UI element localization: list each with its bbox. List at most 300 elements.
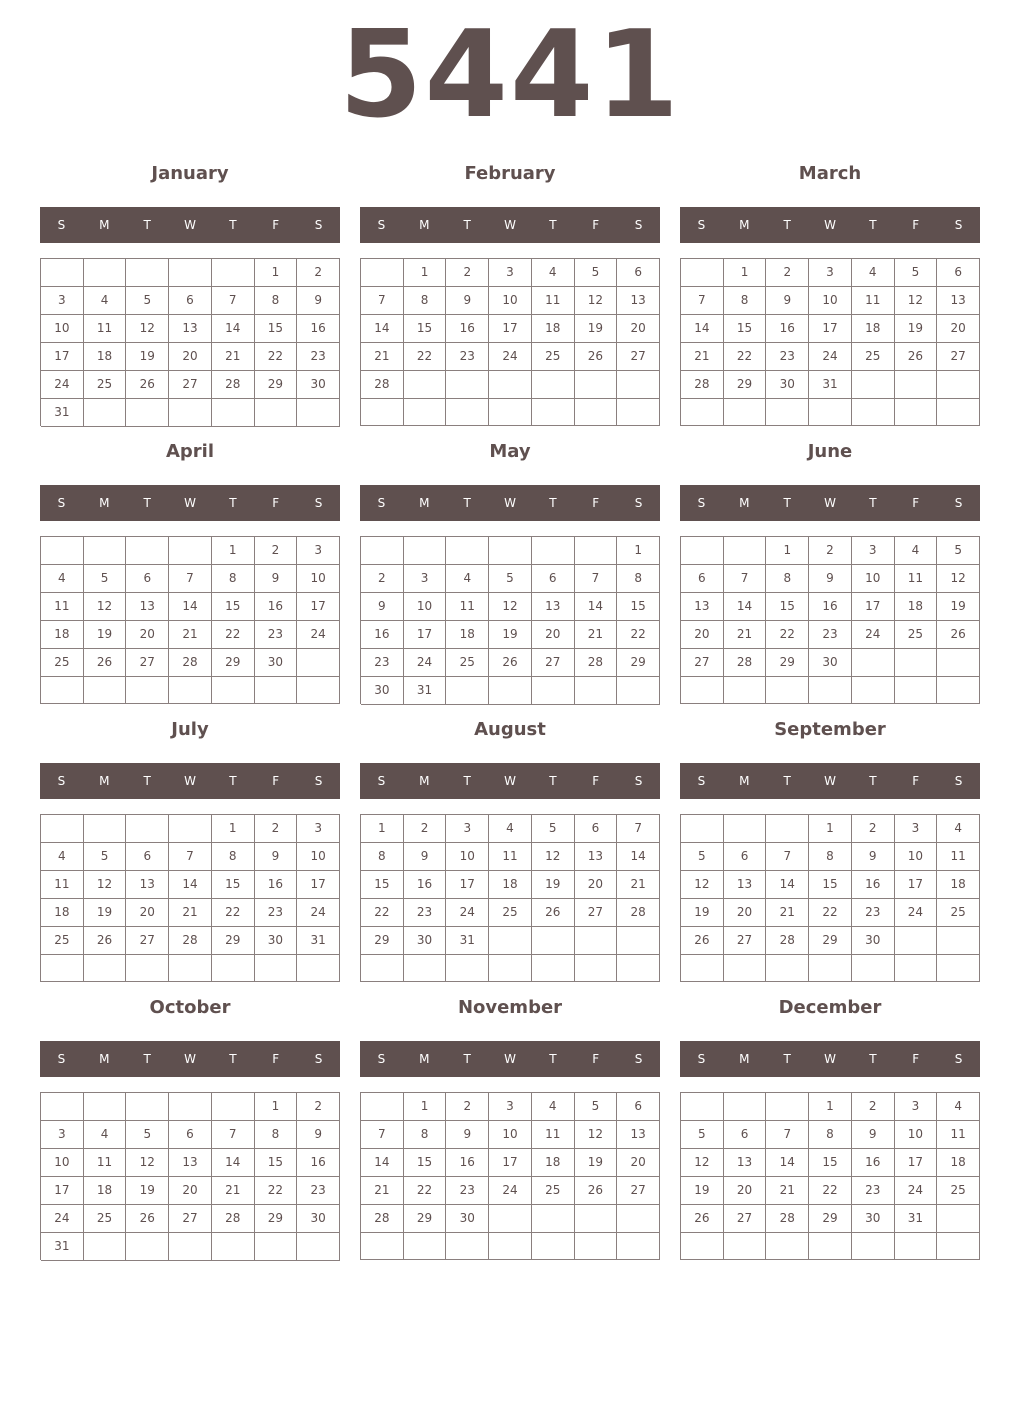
day-grid — [360, 536, 660, 704]
day-cell: 22 — [361, 899, 404, 927]
day-cell: 1 — [404, 1093, 447, 1121]
day-cell: 29 — [212, 649, 255, 677]
day-cell: 22 — [617, 621, 660, 649]
day-cell: 26 — [532, 899, 575, 927]
empty-day-cell — [41, 537, 84, 565]
day-cell: 16 — [404, 871, 447, 899]
day-cell: 21 — [212, 1177, 255, 1205]
day-cell: 30 — [766, 371, 809, 399]
day-cell: 5 — [937, 537, 980, 565]
day-cell: 10 — [297, 843, 340, 871]
empty-day-cell — [617, 371, 660, 399]
day-cell: 12 — [895, 287, 938, 315]
day-cell: 9 — [446, 287, 489, 315]
day-cell: 16 — [446, 1149, 489, 1177]
day-cell: 5 — [575, 259, 618, 287]
day-cell: 11 — [84, 315, 127, 343]
day-cell: 21 — [617, 871, 660, 899]
day-cell: 29 — [809, 927, 852, 955]
day-cell: 6 — [532, 565, 575, 593]
day-cell: 9 — [255, 843, 298, 871]
month-name: January — [151, 163, 229, 184]
day-cell: 6 — [575, 815, 618, 843]
empty-day-cell — [126, 1093, 169, 1121]
day-cell: 1 — [809, 815, 852, 843]
day-cell: 23 — [297, 343, 340, 371]
empty-day-cell — [724, 399, 767, 426]
day-cell: 13 — [532, 593, 575, 621]
empty-day-cell — [575, 537, 618, 565]
empty-day-cell — [404, 1233, 447, 1260]
empty-day-cell — [361, 537, 404, 565]
empty-day-cell — [404, 371, 447, 399]
day-cell: 4 — [937, 1093, 980, 1121]
weekday-label: M — [99, 774, 110, 788]
weekday-label: T — [549, 218, 557, 232]
day-cell: 7 — [169, 843, 212, 871]
empty-day-cell — [361, 1093, 404, 1121]
day-cell: 12 — [575, 1121, 618, 1149]
day-cell: 27 — [724, 927, 767, 955]
day-cell: 27 — [617, 1177, 660, 1205]
weekday-label: T — [783, 1052, 791, 1066]
day-cell: 7 — [169, 565, 212, 593]
day-cell: 1 — [255, 259, 298, 287]
day-cell: 3 — [489, 259, 532, 287]
day-cell: 30 — [809, 649, 852, 677]
day-cell: 23 — [852, 899, 895, 927]
day-cell: 1 — [212, 537, 255, 565]
empty-day-cell — [212, 1233, 255, 1261]
day-cell: 12 — [126, 1149, 169, 1177]
weekday-label: T — [549, 496, 557, 510]
day-cell: 20 — [532, 621, 575, 649]
day-cell: 24 — [297, 621, 340, 649]
month-june — [680, 438, 980, 704]
day-cell: 10 — [809, 287, 852, 315]
day-cell: 28 — [724, 649, 767, 677]
day-cell: 3 — [489, 1093, 532, 1121]
day-cell: 17 — [852, 593, 895, 621]
weekday-label: S — [634, 1052, 643, 1066]
empty-day-cell — [41, 955, 84, 982]
empty-day-cell — [297, 399, 340, 427]
day-cell: 14 — [681, 315, 724, 343]
empty-day-cell — [532, 399, 575, 426]
empty-day-cell — [489, 677, 532, 705]
day-cell: 5 — [84, 565, 127, 593]
day-cell: 12 — [489, 593, 532, 621]
day-cell: 17 — [489, 315, 532, 343]
day-cell: 8 — [766, 565, 809, 593]
weekday-header — [40, 763, 340, 799]
empty-day-cell — [169, 259, 212, 287]
day-cell: 30 — [297, 371, 340, 399]
empty-day-cell — [84, 537, 127, 565]
empty-day-cell — [681, 1233, 724, 1260]
empty-day-cell — [937, 1205, 980, 1233]
weekday-header — [40, 1041, 340, 1077]
day-cell: 4 — [532, 1093, 575, 1121]
day-cell: 16 — [255, 593, 298, 621]
empty-day-cell — [169, 955, 212, 982]
day-cell: 15 — [212, 871, 255, 899]
day-cell: 1 — [212, 815, 255, 843]
empty-day-cell — [895, 1233, 938, 1260]
empty-day-cell — [361, 399, 404, 426]
weekday-label: T — [143, 1052, 151, 1066]
day-cell: 27 — [937, 343, 980, 371]
empty-day-cell — [937, 677, 980, 704]
day-cell: 21 — [766, 1177, 809, 1205]
day-cell: 10 — [41, 1149, 84, 1177]
day-cell: 2 — [297, 259, 340, 287]
empty-day-cell — [255, 399, 298, 427]
day-cell: 27 — [169, 371, 212, 399]
day-cell: 14 — [361, 1149, 404, 1177]
day-grid — [40, 536, 340, 704]
weekday-label: F — [272, 218, 280, 232]
year-title: 5441 — [339, 6, 681, 145]
day-cell: 22 — [809, 1177, 852, 1205]
empty-day-cell — [895, 649, 938, 677]
day-cell: 25 — [446, 649, 489, 677]
weekday-label: T — [549, 1052, 557, 1066]
day-cell: 29 — [766, 649, 809, 677]
day-cell: 2 — [446, 1093, 489, 1121]
day-cell: 18 — [84, 343, 127, 371]
weekday-header — [360, 1041, 660, 1077]
day-cell: 6 — [169, 287, 212, 315]
weekday-label: S — [377, 774, 386, 788]
empty-day-cell — [489, 371, 532, 399]
empty-day-cell — [724, 815, 767, 843]
day-cell: 23 — [255, 899, 298, 927]
day-cell: 5 — [681, 1121, 724, 1149]
month-october — [40, 994, 340, 1260]
day-cell: 10 — [446, 843, 489, 871]
empty-day-cell — [169, 815, 212, 843]
day-cell: 8 — [404, 287, 447, 315]
day-cell: 28 — [681, 371, 724, 399]
day-cell: 31 — [446, 927, 489, 955]
day-cell: 18 — [41, 621, 84, 649]
empty-day-cell — [255, 677, 298, 704]
day-cell: 28 — [766, 927, 809, 955]
month-march — [680, 160, 980, 426]
day-cell: 30 — [361, 677, 404, 705]
day-cell: 3 — [41, 287, 84, 315]
empty-day-cell — [446, 399, 489, 426]
empty-day-cell — [681, 677, 724, 704]
day-cell: 23 — [766, 343, 809, 371]
empty-day-cell — [575, 1205, 618, 1233]
day-cell: 16 — [297, 1149, 340, 1177]
empty-day-cell — [766, 815, 809, 843]
empty-day-cell — [446, 1233, 489, 1260]
empty-day-cell — [446, 371, 489, 399]
day-cell: 12 — [575, 287, 618, 315]
weekday-label: S — [697, 1052, 706, 1066]
month-name: March — [798, 163, 862, 184]
day-cell: 7 — [212, 287, 255, 315]
empty-day-cell — [895, 371, 938, 399]
day-cell: 7 — [766, 1121, 809, 1149]
weekday-label: T — [783, 774, 791, 788]
day-cell: 10 — [41, 315, 84, 343]
day-grid — [40, 258, 340, 426]
empty-day-cell — [41, 259, 84, 287]
day-cell: 24 — [895, 1177, 938, 1205]
day-cell: 3 — [895, 815, 938, 843]
empty-day-cell — [617, 1205, 660, 1233]
day-cell: 18 — [532, 1149, 575, 1177]
empty-day-cell — [41, 815, 84, 843]
day-cell: 19 — [681, 899, 724, 927]
day-grid — [360, 814, 660, 982]
day-cell: 11 — [446, 593, 489, 621]
month-november — [360, 994, 660, 1260]
day-cell: 31 — [404, 677, 447, 705]
day-cell: 15 — [361, 871, 404, 899]
weekday-label: S — [57, 496, 66, 510]
day-cell: 5 — [126, 287, 169, 315]
day-cell: 18 — [489, 871, 532, 899]
day-cell: 24 — [489, 343, 532, 371]
day-cell: 8 — [212, 843, 255, 871]
day-cell: 15 — [255, 315, 298, 343]
day-cell: 4 — [852, 259, 895, 287]
day-cell: 16 — [361, 621, 404, 649]
day-cell: 28 — [169, 927, 212, 955]
day-cell: 26 — [489, 649, 532, 677]
day-cell: 19 — [937, 593, 980, 621]
day-cell: 26 — [895, 343, 938, 371]
weekday-label: T — [463, 496, 471, 510]
day-cell: 25 — [532, 343, 575, 371]
empty-day-cell — [575, 927, 618, 955]
day-cell: 3 — [297, 815, 340, 843]
day-cell: 20 — [617, 1149, 660, 1177]
day-cell: 25 — [937, 899, 980, 927]
day-cell: 16 — [766, 315, 809, 343]
day-cell: 31 — [41, 1233, 84, 1261]
day-cell: 12 — [84, 593, 127, 621]
day-cell: 3 — [895, 1093, 938, 1121]
empty-day-cell — [489, 1205, 532, 1233]
day-cell: 16 — [255, 871, 298, 899]
day-cell: 19 — [84, 621, 127, 649]
weekday-label: S — [954, 218, 963, 232]
day-grid — [680, 1092, 980, 1260]
day-cell: 15 — [617, 593, 660, 621]
empty-day-cell — [84, 399, 127, 427]
empty-day-cell — [852, 649, 895, 677]
empty-day-cell — [169, 1233, 212, 1261]
day-cell: 7 — [766, 843, 809, 871]
day-cell: 5 — [126, 1121, 169, 1149]
empty-day-cell — [575, 955, 618, 982]
weekday-label: S — [954, 496, 963, 510]
month-september — [680, 716, 980, 982]
day-cell: 24 — [895, 899, 938, 927]
empty-day-cell — [212, 677, 255, 704]
day-cell: 11 — [489, 843, 532, 871]
empty-day-cell — [809, 1233, 852, 1260]
day-cell: 22 — [724, 343, 767, 371]
day-cell: 17 — [489, 1149, 532, 1177]
weekday-label: M — [419, 218, 430, 232]
day-cell: 8 — [404, 1121, 447, 1149]
day-cell: 21 — [361, 343, 404, 371]
day-cell: 24 — [446, 899, 489, 927]
day-cell: 11 — [532, 287, 575, 315]
day-cell: 8 — [724, 287, 767, 315]
day-cell: 28 — [361, 371, 404, 399]
day-cell: 29 — [617, 649, 660, 677]
empty-day-cell — [126, 815, 169, 843]
day-cell: 6 — [724, 1121, 767, 1149]
weekday-label: T — [229, 1052, 237, 1066]
day-cell: 21 — [766, 899, 809, 927]
empty-day-cell — [404, 955, 447, 982]
empty-day-cell — [126, 537, 169, 565]
day-cell: 23 — [297, 1177, 340, 1205]
day-cell: 27 — [126, 649, 169, 677]
day-cell: 28 — [575, 649, 618, 677]
day-cell: 26 — [681, 1205, 724, 1233]
day-cell: 3 — [297, 537, 340, 565]
day-cell: 1 — [809, 1093, 852, 1121]
empty-day-cell — [937, 927, 980, 955]
day-cell: 4 — [41, 843, 84, 871]
weekday-label: M — [419, 496, 430, 510]
day-cell: 21 — [212, 343, 255, 371]
day-cell: 13 — [724, 871, 767, 899]
day-cell: 13 — [169, 315, 212, 343]
empty-day-cell — [41, 677, 84, 704]
weekday-label: W — [824, 496, 836, 510]
day-cell: 16 — [446, 315, 489, 343]
day-cell: 13 — [681, 593, 724, 621]
day-cell: 12 — [937, 565, 980, 593]
month-december — [680, 994, 980, 1260]
day-cell: 15 — [404, 315, 447, 343]
weekday-label: T — [229, 218, 237, 232]
empty-day-cell — [766, 677, 809, 704]
day-cell: 12 — [681, 871, 724, 899]
day-cell: 25 — [84, 1205, 127, 1233]
day-cell: 31 — [297, 927, 340, 955]
day-cell: 6 — [126, 843, 169, 871]
day-cell: 7 — [681, 287, 724, 315]
day-cell: 29 — [255, 1205, 298, 1233]
empty-day-cell — [809, 677, 852, 704]
empty-day-cell — [766, 1233, 809, 1260]
weekday-label: T — [463, 774, 471, 788]
weekday-label: S — [377, 218, 386, 232]
empty-day-cell — [297, 955, 340, 982]
day-cell: 28 — [212, 1205, 255, 1233]
empty-day-cell — [852, 1233, 895, 1260]
empty-day-cell — [489, 1233, 532, 1260]
weekday-label: T — [783, 218, 791, 232]
month-january — [40, 160, 340, 426]
day-cell: 4 — [532, 259, 575, 287]
day-cell: 24 — [41, 1205, 84, 1233]
weekday-label: S — [697, 774, 706, 788]
day-cell: 12 — [84, 871, 127, 899]
empty-day-cell — [617, 927, 660, 955]
empty-day-cell — [617, 1233, 660, 1260]
day-cell: 2 — [446, 259, 489, 287]
day-cell: 19 — [575, 1149, 618, 1177]
day-cell: 27 — [169, 1205, 212, 1233]
day-cell: 8 — [809, 843, 852, 871]
day-cell: 2 — [255, 537, 298, 565]
weekday-label: S — [377, 496, 386, 510]
day-cell: 11 — [895, 565, 938, 593]
day-cell: 14 — [169, 871, 212, 899]
day-cell: 26 — [84, 927, 127, 955]
day-cell: 20 — [617, 315, 660, 343]
weekday-label: M — [99, 1052, 110, 1066]
day-cell: 21 — [169, 621, 212, 649]
empty-day-cell — [126, 399, 169, 427]
day-cell: 11 — [84, 1149, 127, 1177]
weekday-label: M — [419, 1052, 430, 1066]
weekday-label: W — [504, 218, 516, 232]
day-cell: 13 — [126, 593, 169, 621]
day-cell: 10 — [404, 593, 447, 621]
day-cell: 22 — [212, 621, 255, 649]
empty-day-cell — [212, 955, 255, 982]
weekday-header — [360, 207, 660, 243]
empty-day-cell — [126, 955, 169, 982]
day-cell: 9 — [297, 287, 340, 315]
weekday-label: F — [912, 218, 920, 232]
day-cell: 9 — [255, 565, 298, 593]
empty-day-cell — [532, 371, 575, 399]
empty-day-cell — [681, 1093, 724, 1121]
day-cell: 8 — [212, 565, 255, 593]
day-cell: 21 — [361, 1177, 404, 1205]
empty-day-cell — [84, 259, 127, 287]
weekday-label: T — [229, 774, 237, 788]
day-cell: 18 — [84, 1177, 127, 1205]
weekday-label: S — [954, 1052, 963, 1066]
day-cell: 9 — [809, 565, 852, 593]
weekday-header — [680, 1041, 980, 1077]
weekday-label: W — [824, 1052, 836, 1066]
day-grid — [680, 258, 980, 426]
month-name: April — [165, 441, 215, 462]
day-cell: 26 — [937, 621, 980, 649]
empty-day-cell — [895, 955, 938, 982]
day-cell: 4 — [489, 815, 532, 843]
day-cell: 14 — [724, 593, 767, 621]
day-cell: 15 — [724, 315, 767, 343]
day-cell: 23 — [255, 621, 298, 649]
day-cell: 5 — [681, 843, 724, 871]
day-cell: 5 — [895, 259, 938, 287]
day-cell: 5 — [575, 1093, 618, 1121]
weekday-label: W — [184, 496, 196, 510]
weekday-label: S — [634, 774, 643, 788]
empty-day-cell — [852, 677, 895, 704]
weekday-label: S — [697, 496, 706, 510]
day-cell: 20 — [724, 1177, 767, 1205]
